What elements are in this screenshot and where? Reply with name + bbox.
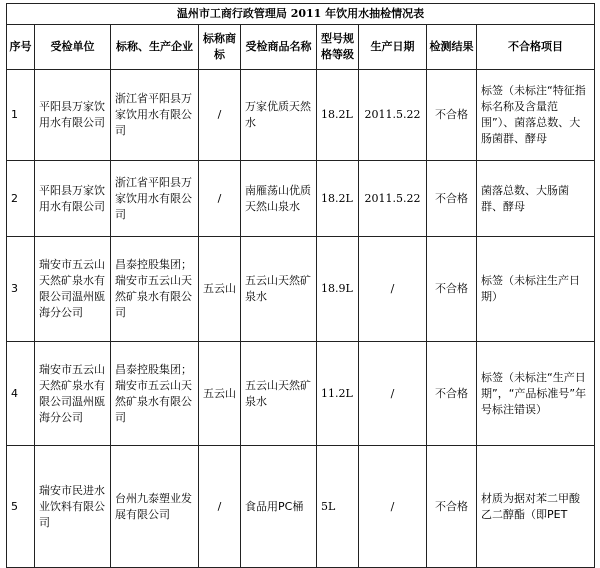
product-cell: 食品用PC桶 <box>241 446 317 568</box>
row-index: 2 <box>7 161 35 237</box>
header-cell-spec: 型号规格等级 <box>317 25 359 70</box>
brand-cell: / <box>199 70 241 161</box>
header-cell-brand: 标称商标 <box>199 25 241 70</box>
brand-cell: / <box>199 161 241 237</box>
date-cell: / <box>359 342 427 446</box>
product-cell: 万家优质天然水 <box>241 70 317 161</box>
date-cell: 2011.5.22 <box>359 70 427 161</box>
producer-cell: 浙江省平阳县万家饮用水有限公司 <box>111 161 199 237</box>
brand-cell: 五云山 <box>199 237 241 342</box>
failed-items-cell: 标签（未标注生产日期） <box>477 237 595 342</box>
result-cell: 不合格 <box>427 342 477 446</box>
failed-items-cell: 材质为据对苯二甲酸乙二醇酯（即PET <box>477 446 595 568</box>
failed-items-cell: 标签（未标注“特征指标名称及含量范围”）、菌落总数、大肠菌群、酵母 <box>477 70 595 161</box>
header-cell-index: 序号 <box>7 25 35 70</box>
table-row <box>7 237 595 342</box>
producer-cell: 台州九泰塑业发展有限公司 <box>111 446 199 568</box>
row-index: 1 <box>7 70 35 161</box>
table-row <box>7 342 595 446</box>
unit-cell: 平阳县万家饮用水有限公司 <box>35 70 111 161</box>
header-cell-failed-items: 不合格项目 <box>477 25 595 70</box>
header-cell-date: 生产日期 <box>359 25 427 70</box>
table-row <box>7 70 595 161</box>
producer-cell: 昌泰控股集团；瑞安市五云山天然矿泉水有限公司 <box>111 237 199 342</box>
producer-cell: 昌泰控股集团；瑞安市五云山天然矿泉水有限公司 <box>111 342 199 446</box>
table-title: 温州市工商行政管理局 2011 年饮用水抽检情况表 <box>7 4 595 25</box>
row-index: 3 <box>7 237 35 342</box>
brand-cell: 五云山 <box>199 342 241 446</box>
result-cell: 不合格 <box>427 161 477 237</box>
date-cell: / <box>359 446 427 568</box>
producer-cell: 浙江省平阳县万家饮用水有限公司 <box>111 70 199 161</box>
spec-cell: 18.2L <box>317 161 359 237</box>
header-row <box>7 25 595 70</box>
result-cell: 不合格 <box>427 70 477 161</box>
failed-items-cell: 标签（未标注“生产日期”，“产品标准号”年号标注错误） <box>477 342 595 446</box>
row-index: 5 <box>7 446 35 568</box>
unit-cell: 瑞安市五云山天然矿泉水有限公司温州瓯海分公司 <box>35 237 111 342</box>
unit-cell: 瑞安市五云山天然矿泉水有限公司温州瓯海分公司 <box>35 342 111 446</box>
date-cell: 2011.5.22 <box>359 161 427 237</box>
inspection-table <box>6 3 595 568</box>
spec-cell: 5L <box>317 446 359 568</box>
header-cell-producer: 标称、生产企业 <box>111 25 199 70</box>
product-cell: 五云山天然矿泉水 <box>241 342 317 446</box>
header-cell-result: 检测结果 <box>427 25 477 70</box>
product-cell: 五云山天然矿泉水 <box>241 237 317 342</box>
unit-cell: 平阳县万家饮用水有限公司 <box>35 161 111 237</box>
unit-cell: 瑞安市民进水业饮料有限公司 <box>35 446 111 568</box>
table-row <box>7 161 595 237</box>
spec-cell: 18.2L <box>317 70 359 161</box>
failed-items-cell: 菌落总数、大肠菌群、酵母 <box>477 161 595 237</box>
date-cell: / <box>359 237 427 342</box>
spec-cell: 11.2L <box>317 342 359 446</box>
header-cell-unit: 受检单位 <box>35 25 111 70</box>
table-row <box>7 446 595 568</box>
result-cell: 不合格 <box>427 446 477 568</box>
result-cell: 不合格 <box>427 237 477 342</box>
header-cell-product: 受检商品名称 <box>241 25 317 70</box>
row-index: 4 <box>7 342 35 446</box>
brand-cell: / <box>199 446 241 568</box>
product-cell: 南雁荡山优质天然山泉水 <box>241 161 317 237</box>
title-row <box>7 4 595 25</box>
spec-cell: 18.9L <box>317 237 359 342</box>
